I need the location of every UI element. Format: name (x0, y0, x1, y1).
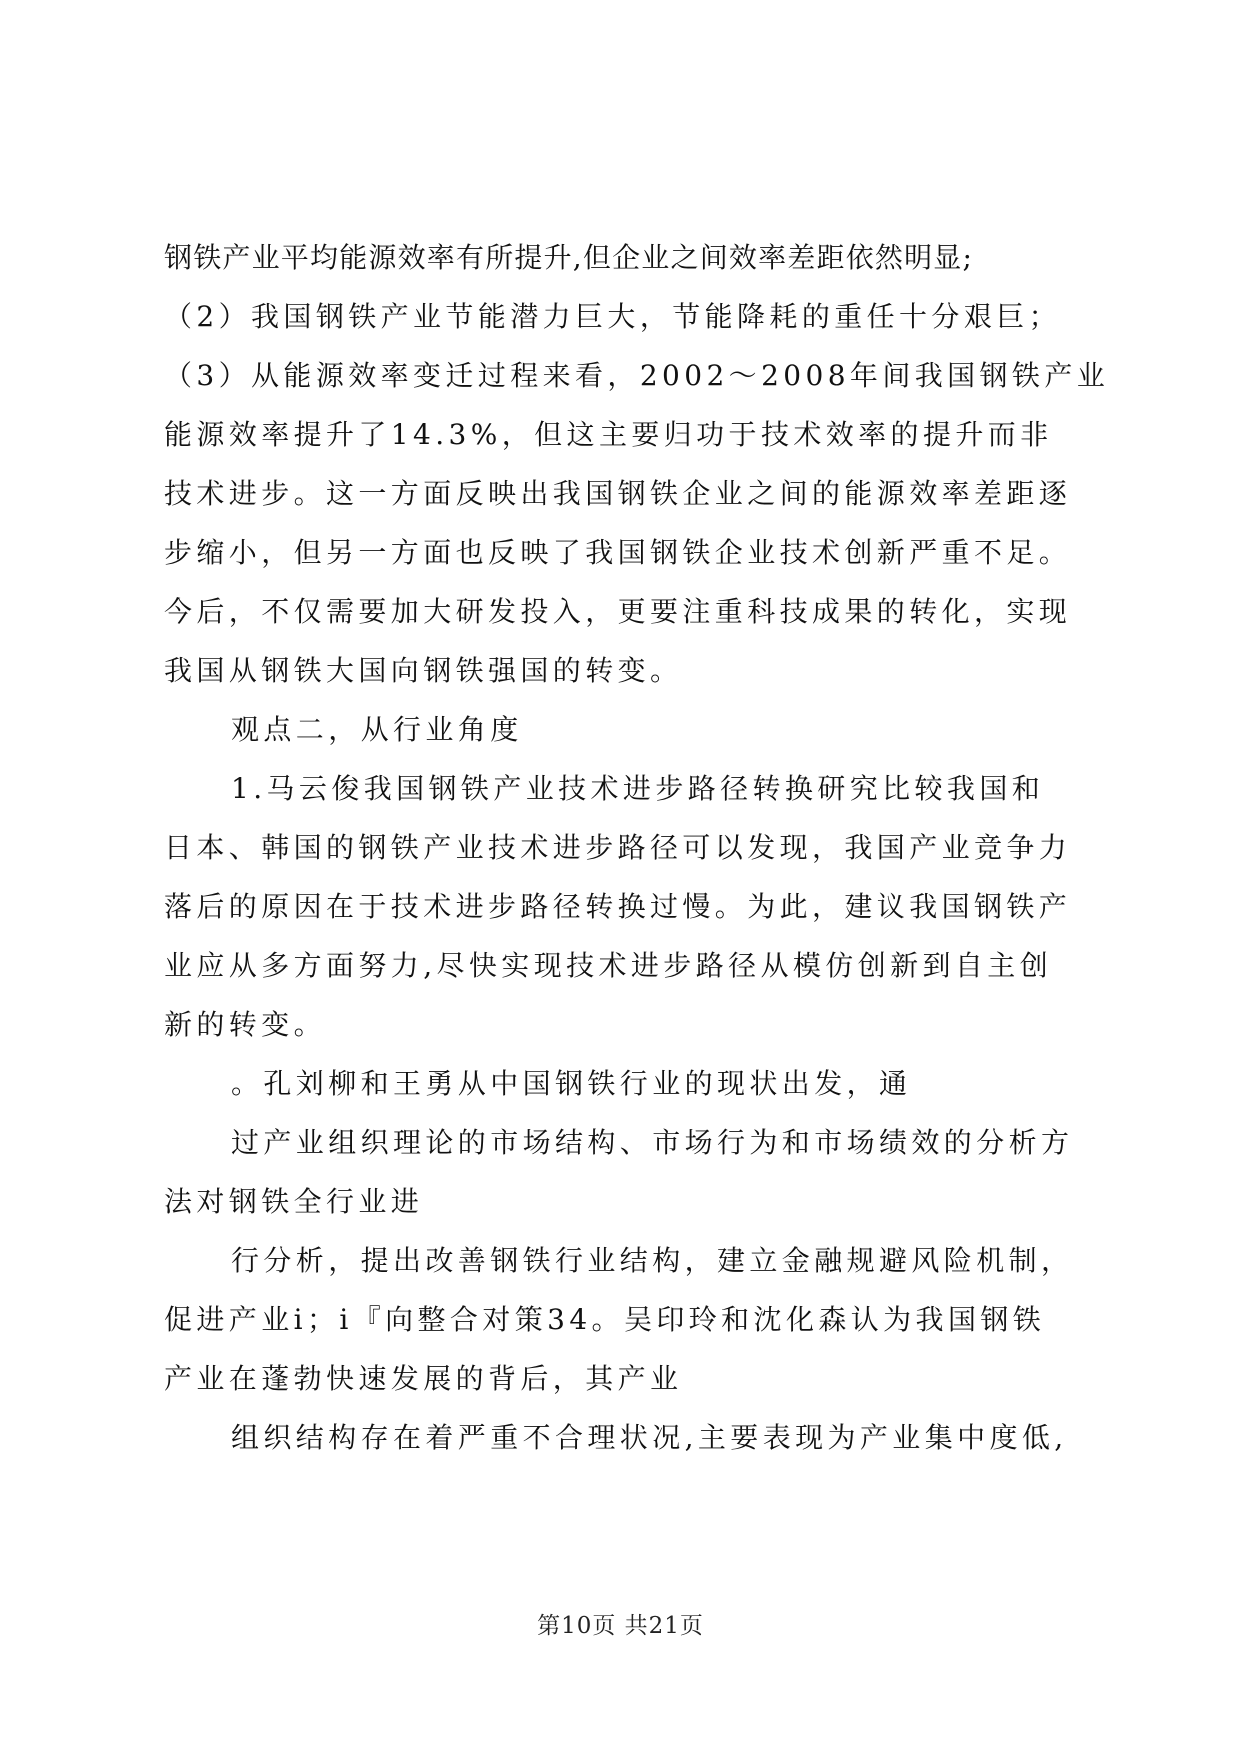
page-number-footer: 第10页 共21页 (537, 1613, 704, 1639)
paragraph-line: 新的转变。 (164, 1008, 327, 1041)
paragraph-line: 日本、韩国的钢铁产业技术进步路径可以发现，我国产业竞争力 (164, 831, 1072, 864)
paragraph-line: 促进产业i；i『向整合对策34。吴印玲和沈化森认为我国钢铁 (164, 1303, 1046, 1336)
paragraph-line: 。孔刘柳和王勇从中国钢铁行业的现状出发，通 (231, 1067, 912, 1100)
paragraph-line: 行分析，提出改善钢铁行业结构，建立金融规避风险机制， (231, 1244, 1074, 1277)
paragraph-line: 步缩小，但另一方面也反映了我国钢铁企业技术创新严重不足。 (164, 536, 1072, 569)
paragraph-line: 法对钢铁全行业进 (164, 1185, 424, 1218)
paragraph-line: （2）我国钢铁产业节能潜力巨大，节能降耗的重任十分艰巨； (164, 300, 1062, 333)
paragraph-line: 能源效率提升了14.3%，但这主要归功于技术效率的提升而非 (164, 418, 1053, 451)
paragraph-line: （3）从能源效率变迁过程来看，2002～2008年间我国钢铁产业 (164, 359, 1110, 392)
paragraph-line: 过产业组织理论的市场结构、市场行为和市场绩效的分析方 (231, 1126, 1074, 1159)
paragraph-line: 技术进步。这一方面反映出我国钢铁企业之间的能源效率差距逐 (164, 477, 1072, 510)
paragraph-line: 1.马云俊我国钢铁产业技术进步路径转换研究比较我国和 (231, 772, 1045, 805)
paragraph-line: 我国从钢铁大国向钢铁强国的转变。 (164, 654, 683, 687)
paragraph-line: 钢铁产业平均能源效率有所提升,但企业之间效率差距依然明显; (164, 241, 974, 274)
document-body (164, 228, 1110, 1467)
paragraph-line: 业应从多方面努力,尽快实现技术进步路径从模仿创新到自主创 (164, 949, 1053, 982)
paragraph-line: 产业在蓬勃快速发展的背后，其产业 (164, 1362, 683, 1395)
paragraph-line: 组织结构存在着严重不合理状况,主要表现为产业集中度低, (231, 1421, 1068, 1454)
section-heading: 观点二，从行业角度 (231, 713, 523, 746)
paragraph-line: 今后，不仅需要加大研发投入，更要注重科技成果的转化，实现 (164, 595, 1072, 628)
paragraph-line: 落后的原因在于技术进步路径转换过慢。为此，建议我国钢铁产 (164, 890, 1072, 923)
